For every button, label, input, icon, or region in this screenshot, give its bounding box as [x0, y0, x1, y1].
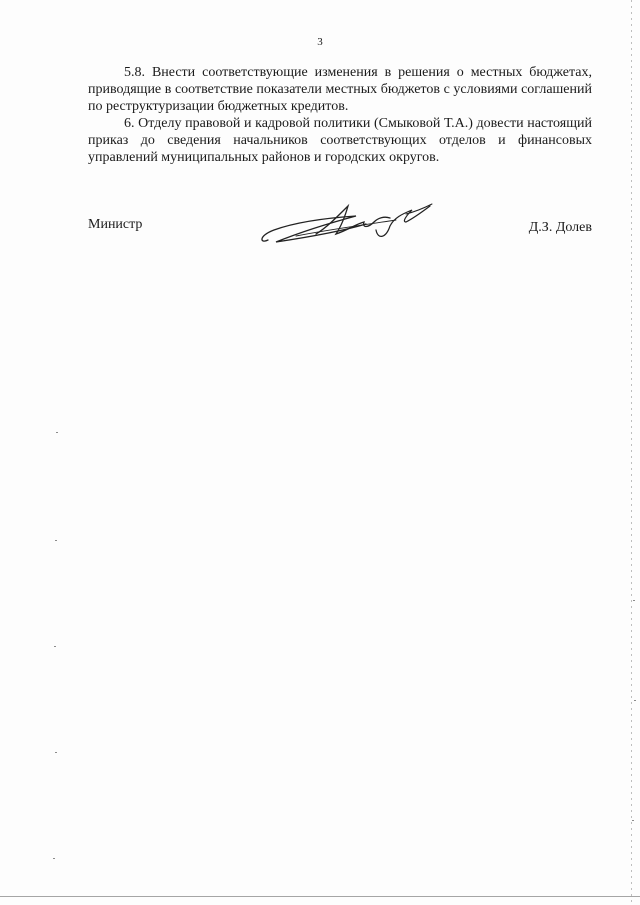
scan-speck — [632, 820, 634, 821]
handwritten-signature — [256, 200, 436, 250]
paragraph-5-8: 5.8. Внести соответствующие изменения в решения о местных бюджетах, приводящие в соответствие показатели местных бюджетов с условиями соглашений по реструктуризации бюджетных кредитов. — [88, 65, 592, 114]
scan-speck — [55, 752, 57, 753]
signatory-name: Д.З. Долев — [528, 220, 592, 235]
scan-speck — [633, 600, 635, 601]
scan-edge-bottom — [0, 896, 640, 897]
scan-speck — [55, 540, 57, 541]
scan-speck — [56, 432, 58, 433]
scan-speck — [53, 858, 55, 859]
page-number: 3 — [317, 36, 323, 48]
signature-block — [88, 200, 592, 260]
scan-speck — [634, 700, 636, 701]
scan-edge-right — [631, 0, 632, 905]
body-text — [88, 64, 592, 166]
paragraph-6: 6. Отделу правовой и кадровой политики (Смыковой Т.А.) довести настоящий приказ до сведения начальников соответствующих отделов и финансовых управлений муниципальных районов и городских округов. — [88, 116, 592, 165]
scan-speck — [54, 646, 56, 647]
signatory-title: Министр — [88, 217, 143, 232]
